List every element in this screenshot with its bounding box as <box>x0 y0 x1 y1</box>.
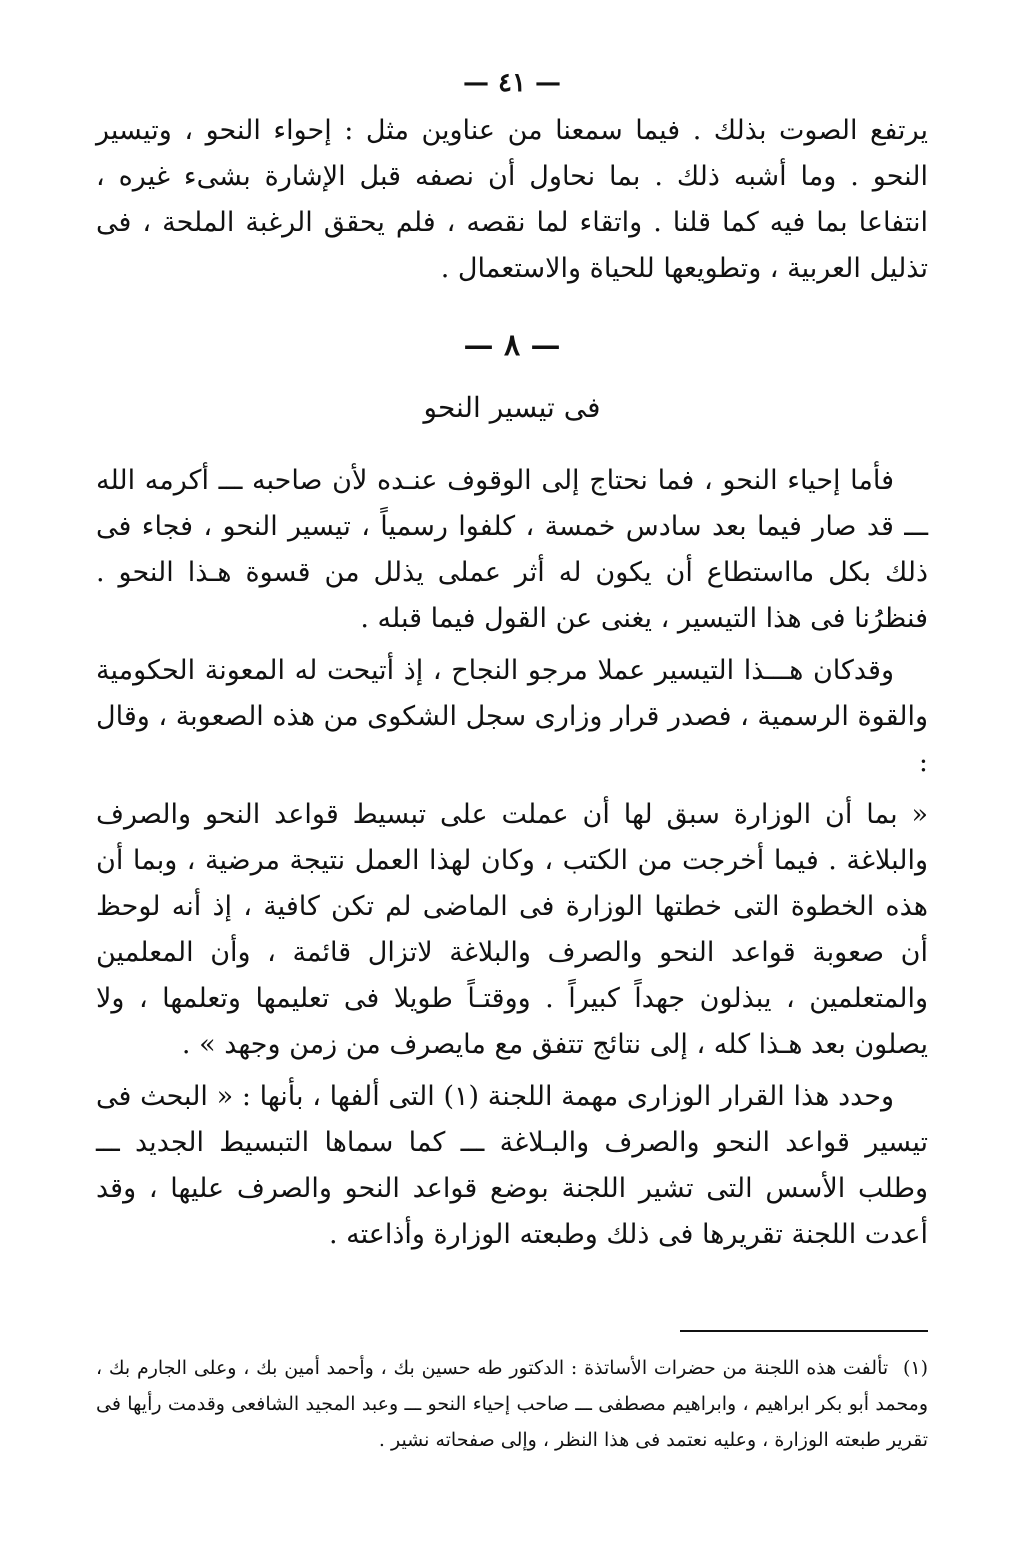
body-paragraph: فأما إحياء النحو ، فما نحتاج إلى الوقوف عنـده لأن صاحبه ـــ أكرمه الله ـــ قد صار فيما بعد سادس خمسة ، كلفوا رسمياً ، تيسير النحو ، فجاء فى ذلك بكل مااستطاع أن يكون له أثر عملى يذلل من قسوة هـذا النحو . فنظرُنا فى هذا التيسير ، يغنى عن القول فيما قبله . <box>96 465 928 634</box>
footnote-marker: (١) <box>902 1357 928 1379</box>
footnote-divider <box>680 1330 928 1332</box>
intro-paragraph: يرتفع الصوت بذلك . فيما سمعنا من عناوين مثل : إحواء النحو ، وتيسير النحو . وما أشبه ذلك . بما نحاول أن نصفه قبل الإشارة بشىء غيره ، انتفاعا بما فيه كما قلنا . واتقاء لما نقصه ، فلم يحقق الرغبة الملحة ، فى تذليل العربية ، وتطويعها للحياة والاستعمال . <box>96 115 928 284</box>
body-paragraph: وقدكان هـــذا التيسير عملا مرجو النجاح ، إذ أتيحت له المعونة الحكومية والقوة الرسمية ، فصدر قرار وزارى سجل الشكوى من هذه الصعوبة ، وقال : <box>96 655 928 778</box>
footnote <box>96 1350 928 1458</box>
quoted-decree-paragraph: « بما أن الوزارة سبق لها أن عملت على تبسيط قواعد النحو والصرف والبلاغة . فيما أخرجت من الكتب ، وكان لهذا العمل نتيجة مرضية ، وبما أن هذه الخطوة التى خطتها الوزارة فى الماضى لم تكن كافية ، إذ أنه لوحظ أن صعوبة قواعد النحو والصرف والبلاغة لاتزال قائمة ، وأن المعلمين والمتعلمين ، يبذلون جهداً كبيراً . ووقتـاً طويلا فى تعليمها وتعلمها ، ولا يصلون بعد هـذا كله ، إلى نتائج تتفق مع مايصرف من زمن وجهد » . <box>96 799 928 1060</box>
body-paragraph: وحدد هذا القرار الوزارى مهمة اللجنة (١) التى ألفها ، بأنها : « البحث فى تيسير قواعد النحو والصرف والبـلاغة ـــ كما سماها التبسيط الجديد ـــ وطلب الأسس التى تشير اللجنة بوضع قواعد النحو والصرف عليها ، وقد أعدت اللجنة تقريرها فى ذلك وطبعته الوزارة وأذاعته . <box>96 1081 928 1250</box>
footnote-text: تألفت هذه اللجنة من حضرات الأساتذة : الدكتور طه حسين بك ، وأحمد أمين بك ، وعلى الجارم بك ، ومحمد أبو بكر ابراهيم ، وابراهيم مصطفى ـــ صاحب إحياء النحو ـــ وعبد المجيد الشافعى وقدمت رأيها فى تقرير طبعته الوزارة ، وعليه نعتمد فى هذا النظر ، وإلى صفحاته نشير . <box>96 1357 928 1451</box>
page-number: — ٤١ — <box>462 68 562 98</box>
section-number: — ٨ — <box>463 328 561 363</box>
section-title: فى تيسير النحو <box>423 391 601 424</box>
